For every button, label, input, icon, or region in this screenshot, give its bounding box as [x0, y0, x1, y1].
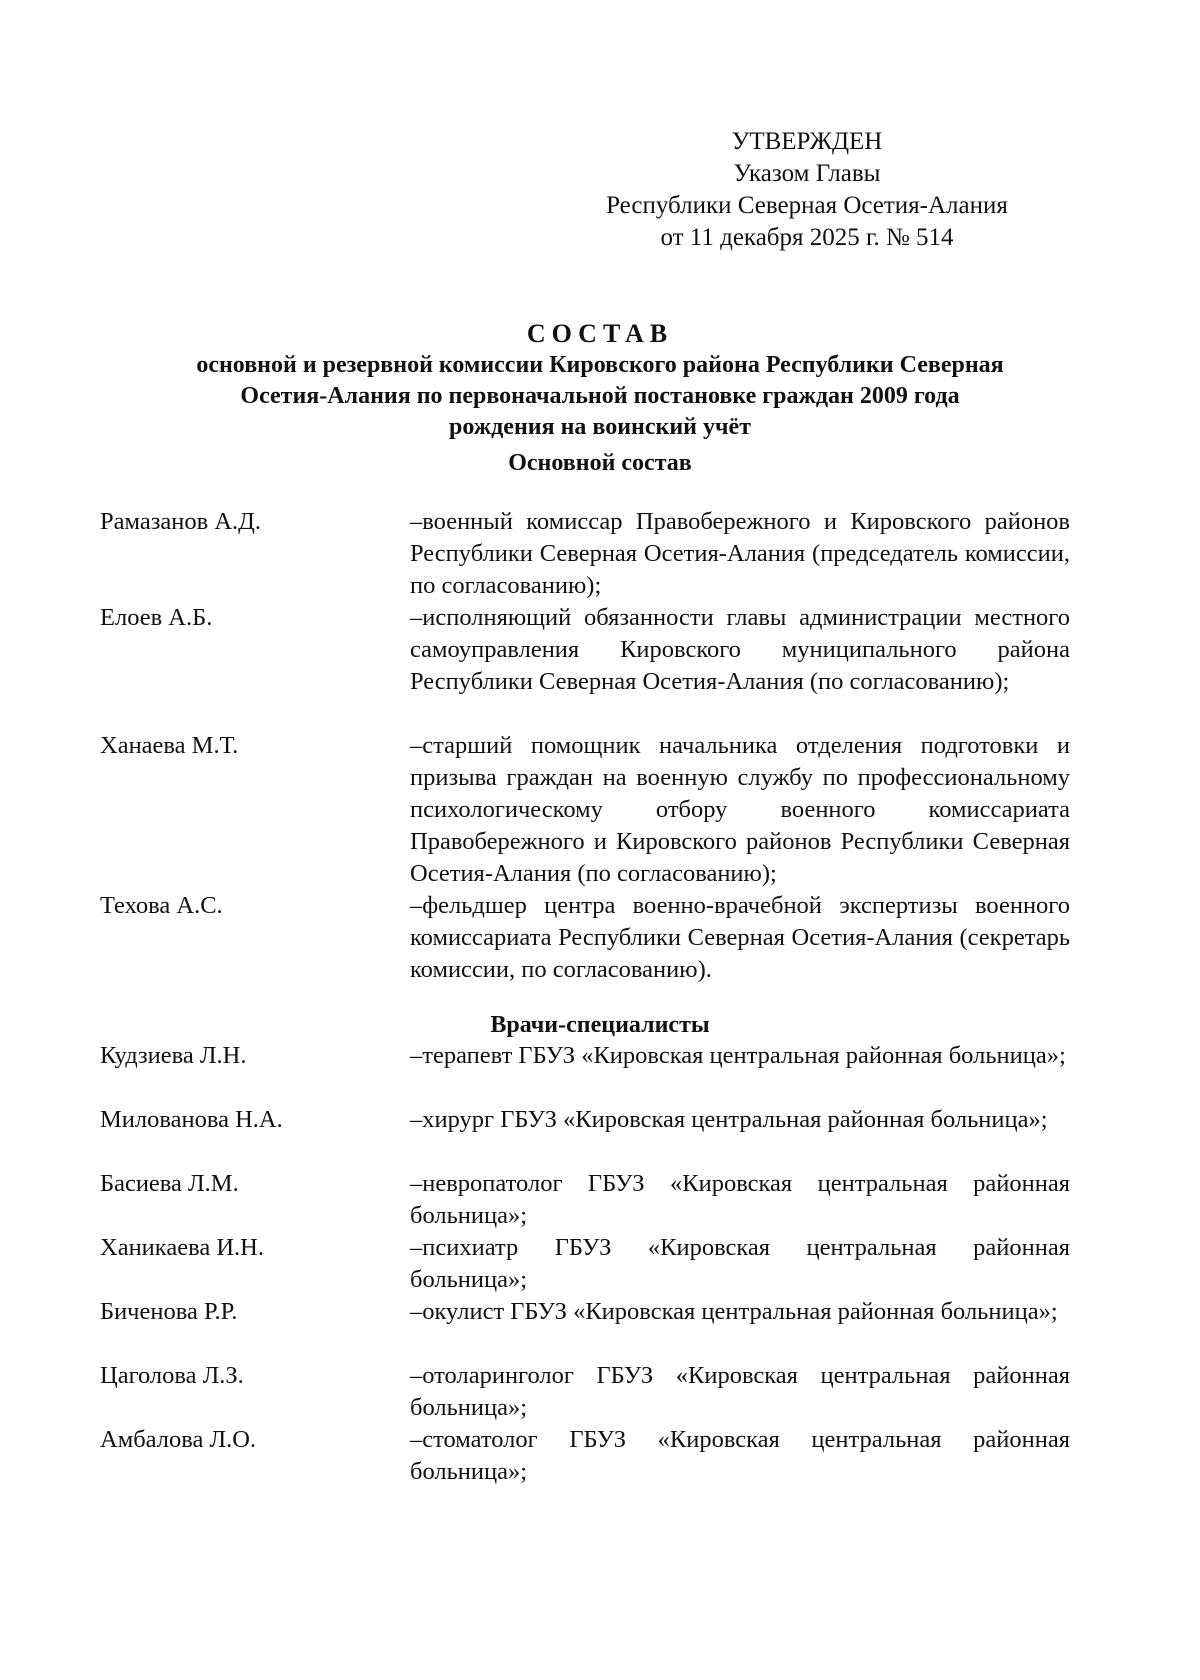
document-title	[60, 318, 1140, 443]
member-row	[100, 1040, 1070, 1104]
member-name: Цаголова Л.З.	[100, 1362, 244, 1389]
member-name: Кудзиева Л.Н.	[100, 1042, 247, 1069]
member-name: Техова А.С.	[100, 892, 223, 919]
member-name: Амбалова Л.О.	[100, 1426, 257, 1453]
title-line: Осетия-Алания по первоначальной постановке граждан 2009 года	[240, 383, 960, 409]
approval-line: УТВЕРЖДЕН	[731, 128, 883, 155]
member-role: –стоматолог ГБУЗ «Кировская центральная районная больница»;	[410, 1426, 1070, 1485]
approval-line: Указом Главы	[733, 160, 881, 187]
doctors-list	[100, 1040, 1070, 1488]
member-row	[100, 1232, 1070, 1296]
member-name: Рамазанов А.Д.	[100, 508, 261, 535]
member-role: –исполняющий обязанности главы администрации местного самоуправления Кировского муниципального района Республики Северная Осетия-Алания (по согласованию);	[410, 604, 1070, 695]
member-role: –хирург ГБУЗ «Кировская центральная районная больница»;	[410, 1106, 1048, 1133]
doctors-section-title: Врачи-специалисты	[490, 1012, 710, 1038]
member-role: –окулист ГБУЗ «Кировская центральная районная больница»;	[410, 1298, 1058, 1325]
member-row	[100, 602, 1070, 730]
member-row	[100, 1424, 1070, 1488]
member-role: –старший помощник начальника отделения подготовки и призыва граждан на военную службу по профессиональному психологическому отбору военного комиссариата Правобережного и Кировского районов Республики Северная Осетия-Алания (по согласованию);	[410, 732, 1070, 887]
member-name: Басиева Л.М.	[100, 1170, 239, 1197]
member-name: Ханикаева И.Н.	[100, 1234, 264, 1261]
member-role: –фельдшер центра военно-врачебной экспертизы военного комиссариата Республики Северная Осетия-Алания (секретарь комиссии, по согласованию).	[410, 892, 1070, 983]
member-role: –психиатр ГБУЗ «Кировская центральная районная больница»;	[410, 1234, 1070, 1293]
approval-stamp	[577, 126, 1037, 254]
member-row	[100, 1296, 1070, 1360]
member-row	[100, 890, 1070, 986]
member-role: –военный комиссар Правобережного и Кировского районов Республики Северная Осетия-Алания (председатель комиссии, по согласованию);	[410, 508, 1070, 599]
member-row	[100, 506, 1070, 602]
approval-line: Республики Северная Осетия-Алания	[606, 192, 1008, 219]
member-row	[100, 1360, 1070, 1424]
member-name: Ханаева М.Т.	[100, 732, 239, 759]
member-row	[100, 730, 1070, 890]
member-role: –невропатолог ГБУЗ «Кировская центральная районная больница»;	[410, 1170, 1070, 1229]
member-name: Биченова Р.Р.	[100, 1298, 238, 1325]
approval-date: от 11 декабря 2025 г. № 514	[660, 224, 954, 251]
member-role: –отоларинголог ГБУЗ «Кировская центральная районная больница»;	[410, 1362, 1070, 1421]
title-heading: СОСТАВ	[526, 319, 674, 348]
member-name: Милованова Н.А.	[100, 1106, 283, 1133]
main-section-title: Основной состав	[508, 450, 692, 476]
title-line: рождения на воинский учёт	[449, 414, 751, 440]
member-name: Елоев А.Б.	[100, 604, 213, 631]
member-row	[100, 1168, 1070, 1232]
title-line: основной и резервной комиссии Кировского района Республики Северная	[196, 352, 1004, 378]
member-row	[100, 1104, 1070, 1168]
member-role: –терапевт ГБУЗ «Кировская центральная районная больница»;	[410, 1042, 1066, 1069]
main-members-list	[100, 506, 1070, 986]
